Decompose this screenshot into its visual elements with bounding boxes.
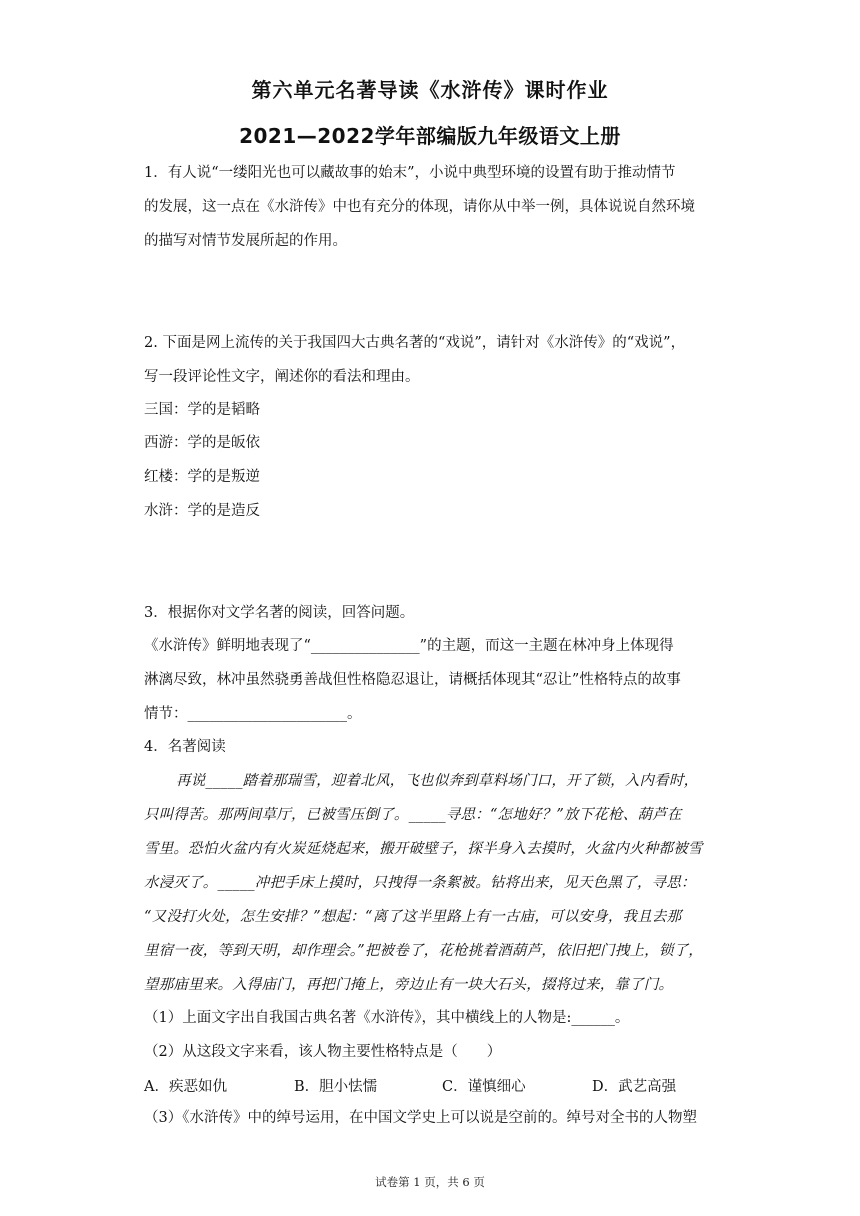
page-title: 第六单元名著导读《水浒传》课时作业 xyxy=(251,78,609,102)
q4-passage-line-3: 雪里。恐怕火盆内有火炭延烧起来，搬开破壁子，探半身入去摸时，火盆内火种都被雪 xyxy=(144,841,703,857)
page-footer: 试卷第 1 页，共 6 页 xyxy=(375,1175,485,1189)
q2-item-2: 西游：学的是皈依 xyxy=(144,435,260,451)
q2-item-3: 红楼：学的是叛逆 xyxy=(144,469,260,485)
q3-line-3: 淋漓尽致，林冲虽然骁勇善战但性格隐忍退让，请概括体现其“忍让”性格特点的故事 xyxy=(144,672,681,688)
q2-line-2: 写一段评论性文字，阐述你的看法和理由。 xyxy=(144,369,420,385)
choice-d[interactable]: D．武艺高强 xyxy=(592,1079,677,1095)
q4-passage-line-2: 只叫得苦。那两间草厅，已被雪压倒了。_____寻思：“怎地好？”放下花枪、葫芦在 xyxy=(144,807,682,823)
q3-line-4: 情节：______________________。 xyxy=(144,706,362,722)
choice-c[interactable]: C．谨慎细心 xyxy=(442,1079,526,1095)
q1-line-3: 的描写对情节发展所起的作用。 xyxy=(144,233,347,249)
q1-line-2: 的发展，这一点在《水浒传》中也有充分的体现，请你从中举一例，具体说说自然环境 xyxy=(144,199,695,215)
choice-b[interactable]: B．胆小怯懦 xyxy=(294,1079,378,1095)
q4-sub-question-3: （3）《水浒传》中的绰号运用，在中国文学史上可以说是空前的。绰号对全书的人物塑 xyxy=(144,1110,697,1126)
q2-item-1: 三国：学的是韬略 xyxy=(144,402,260,418)
q4-sub-question-2: （2）从这段文字来看，该人物主要性格特点是（ ） xyxy=(144,1044,502,1060)
q4-heading: 4．名著阅读 xyxy=(144,739,226,755)
q4-passage-line-4: 水浸灭了。_____冲把手床上摸时，只拽得一条絮被。钻将出来，见天色黑了，寻思： xyxy=(144,875,696,891)
q4-sub-question-1: （1）上面文字出自我国古典名著《水浒传》，其中横线上的人物是:______。 xyxy=(144,1010,630,1026)
q3-line-1: 3．根据你对文学名著的阅读，回答问题。 xyxy=(144,605,415,621)
page-subtitle: 2021—2022学年部编版九年级语文上册 xyxy=(239,124,621,148)
q4-passage-line-6: 里宿一夜，等到天明，却作理会。”把被卷了，花枪挑着酒葫芦，依旧把门拽上，锁了， xyxy=(144,943,703,959)
q1-line-1: 1．有人说“一缕阳光也可以藏故事的始末”，小说中典型环境的设置有助于推动情节 xyxy=(144,165,676,181)
choice-a[interactable]: A．疾恶如仇 xyxy=(144,1079,227,1095)
q2-item-4: 水浒：学的是造反 xyxy=(144,503,260,519)
q4-choices xyxy=(144,1075,730,1095)
q2-line-1: 2. 下面是网上流传的关于我国四大古典名著的“戏说”，请针对《水浒传》的“戏说”， xyxy=(144,335,686,351)
q4-passage-line-1: 再说_____踏着那瑞雪，迎着北风，飞也似奔到草料场门口，开了锁，入内看时， xyxy=(176,773,699,789)
q3-line-2: 《水浒传》鲜明地表现了“_______________”的主题，而这一主题在林冲身上体现得 xyxy=(144,638,674,654)
q4-passage-line-5: “又没打火处，怎生安排？”想起：“离了这半里路上有一古庙，可以安身，我且去那 xyxy=(144,909,682,925)
q4-passage-line-7: 望那庙里来。入得庙门，再把门掩上，旁边止有一块大石头，掇将过来，靠了门。 xyxy=(144,977,674,993)
